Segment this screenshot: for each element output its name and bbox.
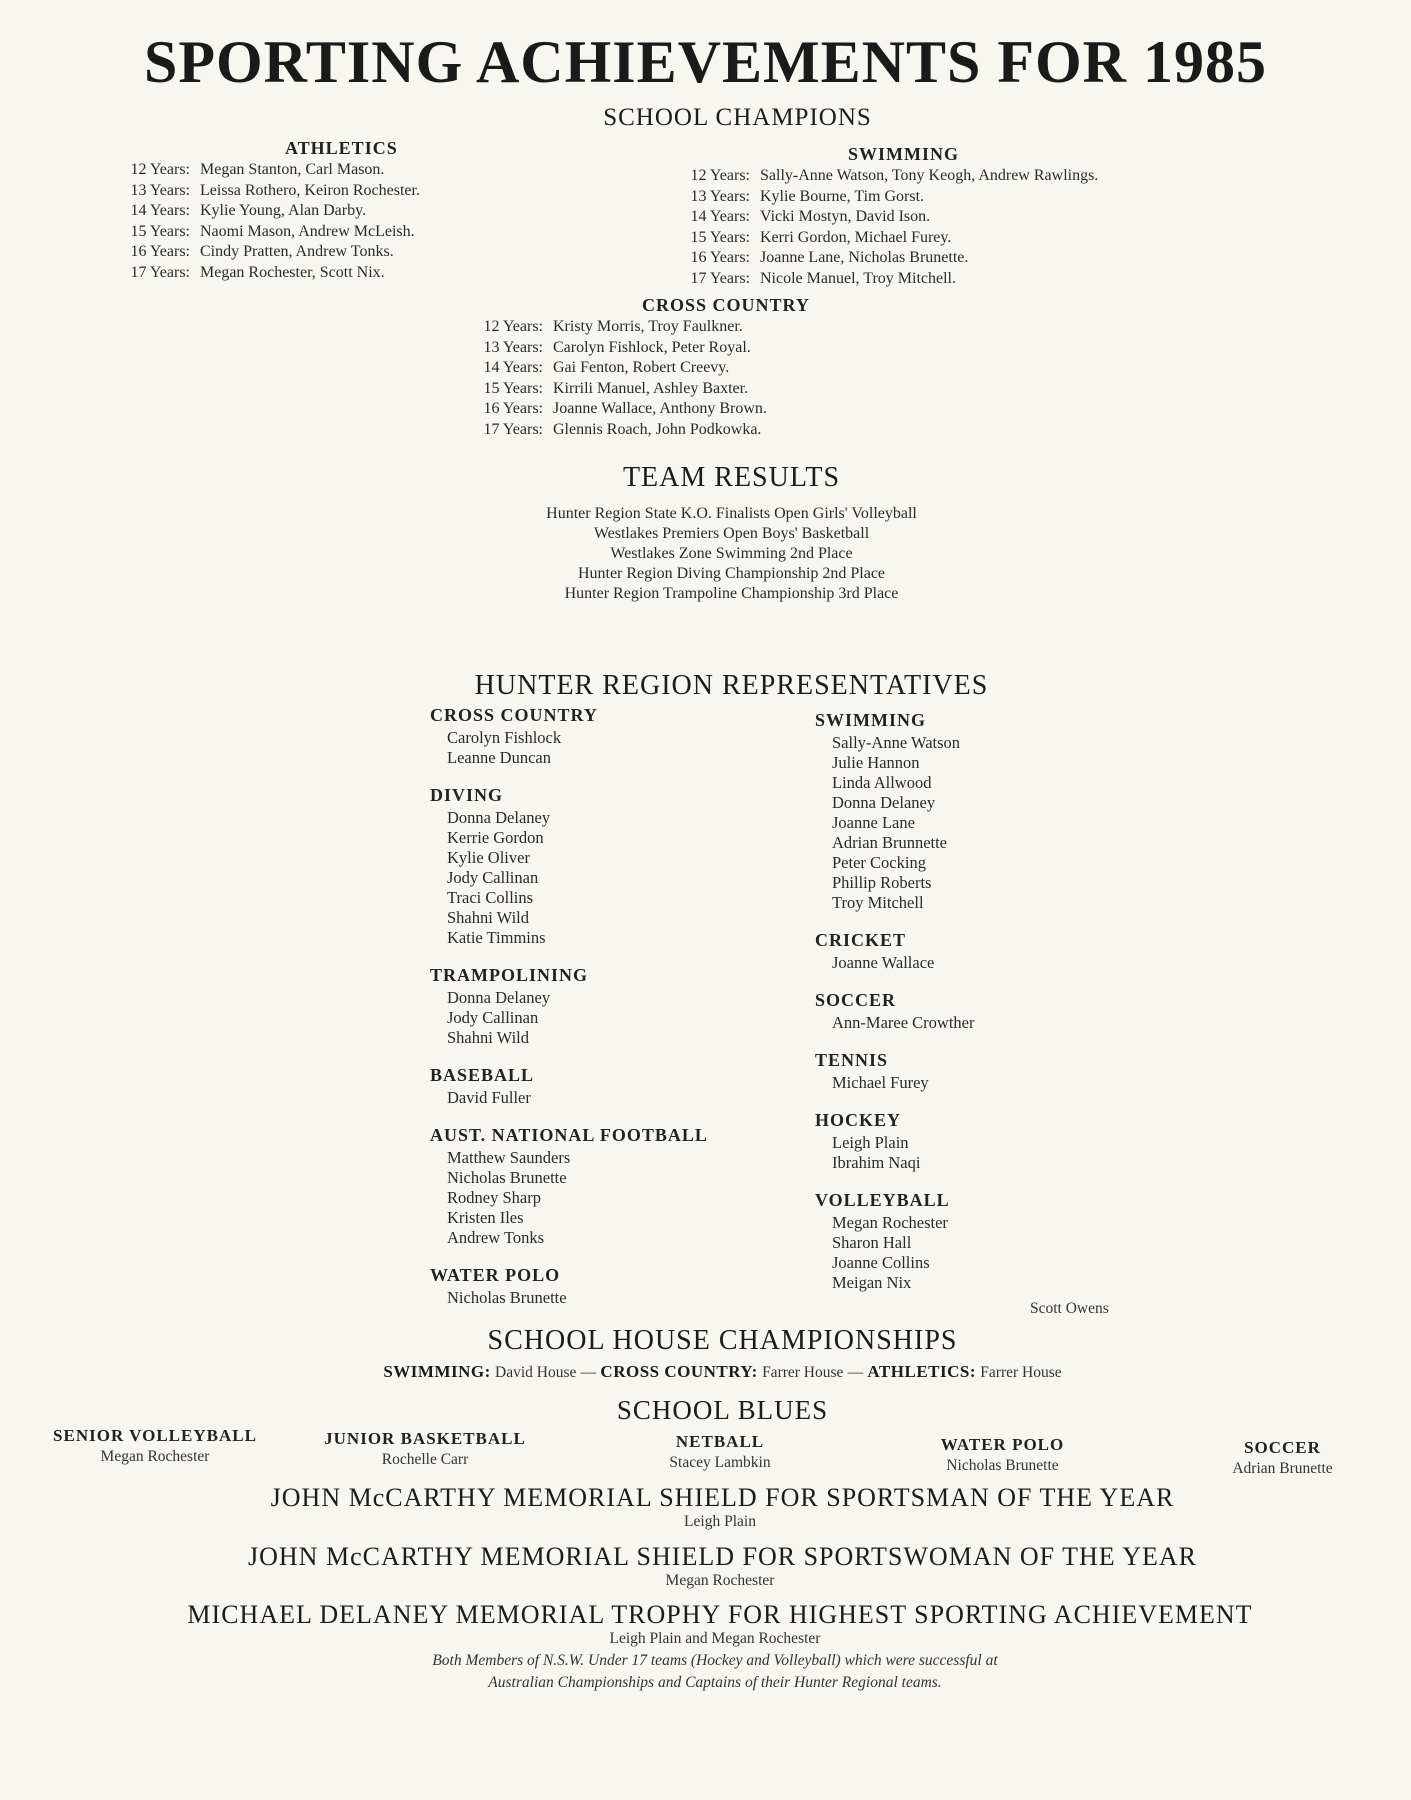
age-group-label: 17 Years: [483, 420, 543, 438]
representative-name: Katie Timmins [447, 928, 546, 947]
champion-row [453, 420, 767, 441]
sport-heading: DIVING [430, 785, 504, 805]
representative-name: Traci Collins [447, 888, 534, 907]
representative-group [430, 1265, 708, 1308]
athletics-list [100, 160, 420, 283]
champion-row [660, 248, 1098, 269]
representative-name: Donna Delaney [447, 988, 551, 1007]
champion-names: Megan Stanton, Carl Mason. [200, 161, 385, 178]
house-sep-2: — [847, 1364, 864, 1381]
representative-group [430, 965, 708, 1048]
champion-names: Kerri Gordon, Michael Furey. [760, 228, 952, 246]
blue-junior-basketball [305, 1429, 545, 1469]
representative-name: Nicholas Brunette [447, 1288, 567, 1307]
representative-name: Megan Rochester [832, 1213, 948, 1232]
representative-name: Sharon Hall [832, 1233, 912, 1252]
sport-heading: AUST. NATIONAL FOOTBALL [430, 1125, 708, 1145]
representative-name: Shahni Wild [447, 1028, 529, 1047]
representative-name: David Fuller [447, 1088, 531, 1107]
representative-name: Carolyn Fishlock [447, 728, 562, 747]
team-result-line: Westlakes Premiers Open Boys' Basketball [593, 525, 870, 542]
sport-heading: CRICKET [815, 930, 907, 950]
blue-netball [620, 1432, 820, 1472]
champion-row [100, 201, 420, 222]
team-result-line: Westlakes Zone Swimming 2nd Place [610, 545, 853, 562]
blue-label: WATER POLO [940, 1435, 1065, 1454]
champion-row [660, 228, 1098, 249]
blue-label: JUNIOR BASKETBALL [324, 1429, 526, 1448]
extra-name: Scott Owens [1030, 1300, 1109, 1317]
representative-name: Joanne Lane [832, 813, 915, 832]
representative-name: Kristen Iles [447, 1208, 524, 1227]
blue-label: SENIOR VOLLEYBALL [53, 1426, 257, 1445]
trophy-award-names: Leigh Plain and Megan Rochester [609, 1630, 821, 1647]
blue-label: SOCCER [1244, 1438, 1321, 1457]
hunter-region-heading: HUNTER REGION REPRESENTATIVES [474, 670, 989, 701]
champion-names: Joanne Lane, Nicholas Brunette. [760, 249, 969, 266]
house-swim-label: SWIMMING: [383, 1362, 491, 1381]
champion-row [453, 338, 767, 359]
sport-heading: SWIMMING [815, 710, 926, 730]
house-ath-value: Farrer House [980, 1364, 1062, 1381]
champion-row [100, 263, 420, 284]
representative-name: Jody Callinan [447, 1008, 539, 1027]
age-group-label: 13 Years: [130, 181, 190, 199]
sport-heading: WATER POLO [430, 1265, 561, 1285]
sport-heading: SOCCER [815, 990, 897, 1010]
sport-heading: VOLLEYBALL [815, 1190, 950, 1210]
representative-group [430, 1125, 708, 1248]
blue-soccer [1195, 1438, 1370, 1478]
representative-name: Nicholas Brunette [447, 1168, 567, 1187]
team-results-list [0, 504, 1411, 604]
champion-row [100, 222, 420, 243]
representative-name: Leanne Duncan [447, 748, 551, 767]
age-group-label: 16 Years: [690, 249, 750, 266]
representative-group [815, 1190, 975, 1293]
champion-names: Carolyn Fishlock, Peter Royal. [553, 338, 751, 356]
page-title: SPORTING ACHIEVEMENTS FOR 1985 [143, 29, 1268, 95]
representative-name: Linda Allwood [832, 773, 932, 792]
age-group-label: 12 Years: [690, 167, 750, 184]
age-group-label: 14 Years: [483, 359, 543, 376]
champion-row [453, 358, 767, 379]
swimming-heading: SWIMMING [848, 144, 959, 164]
champion-names: Sally-Anne Watson, Tony Keogh, Andrew Rawlings. [760, 167, 1099, 184]
sport-heading: TENNIS [815, 1050, 889, 1070]
representative-name: Joanne Collins [832, 1253, 930, 1272]
cross-country-list [453, 317, 767, 440]
sportswoman-award-name: Megan Rochester [665, 1572, 775, 1589]
sport-heading: TRAMPOLINING [430, 965, 589, 985]
age-group-label: 13 Years: [483, 338, 543, 356]
representative-name: Joanne Wallace [832, 953, 935, 972]
sport-heading: BASEBALL [430, 1065, 535, 1085]
age-group-label: 15 Years: [130, 222, 190, 240]
champion-names: Nicole Manuel, Troy Mitchell. [760, 269, 956, 287]
team-result-line: Hunter Region Diving Championship 2nd Place [577, 565, 886, 582]
representative-group [815, 710, 975, 913]
sportsman-award-title: JOHN McCARTHY MEMORIAL SHIELD FOR SPORTSMAN OF THE YEAR [270, 1483, 1175, 1512]
representative-name: Peter Cocking [832, 853, 926, 872]
representative-name: Jody Callinan [447, 868, 539, 887]
age-group-label: 17 Years: [690, 269, 750, 287]
representative-name: Troy Mitchell [832, 893, 924, 912]
champion-names: Leissa Rothero, Keiron Rochester. [200, 181, 420, 199]
age-group-label: 16 Years: [130, 243, 190, 260]
champion-names: Cindy Pratten, Andrew Tonks. [200, 243, 394, 260]
age-group-label: 14 Years: [690, 208, 750, 225]
champion-names: Kristy Morris, Troy Faulkner. [553, 318, 743, 335]
representative-name: Julie Hannon [832, 753, 920, 772]
champion-names: Vicki Mostyn, David Ison. [760, 208, 931, 225]
champion-names: Glennis Roach, John Podkowka. [553, 420, 762, 438]
blue-name: Nicholas Brunette [946, 1457, 1059, 1474]
representative-group [815, 930, 975, 973]
representative-name: Ibrahim Naqi [832, 1153, 921, 1172]
house-heading: SCHOOL HOUSE CHAMPIONSHIPS [487, 1325, 958, 1356]
trophy-note-line-2: Australian Championships and Captains of their Hunter Regional teams. [488, 1674, 942, 1691]
cross-country-heading: CROSS COUNTRY [642, 295, 810, 315]
representative-group [430, 785, 708, 948]
team-result-line: Hunter Region State K.O. Finalists Open Girls' Volleyball [546, 505, 917, 522]
blues-heading: SCHOOL BLUES [616, 1395, 829, 1425]
house-ath-label: ATHLETICS: [867, 1362, 977, 1381]
champion-names: Gai Fenton, Robert Creevy. [553, 359, 730, 376]
champion-row [453, 399, 767, 420]
champion-row [100, 242, 420, 263]
representative-group [815, 990, 975, 1033]
representative-name: Adrian Brunnette [832, 833, 948, 852]
champion-row [660, 269, 1098, 290]
blue-senior-volleyball [40, 1426, 270, 1466]
athletics-heading: ATHLETICS [285, 138, 398, 158]
house-cc-value: Farrer House [762, 1364, 844, 1381]
champion-names: Naomi Mason, Andrew McLeish. [200, 222, 415, 240]
representative-name: Kylie Oliver [447, 848, 530, 867]
champion-names: Kylie Young, Alan Darby. [200, 202, 367, 219]
house-cc-label: CROSS COUNTRY: [600, 1362, 758, 1381]
sportsman-award-name: Leigh Plain [684, 1513, 756, 1530]
representative-name: Meigan Nix [832, 1273, 912, 1292]
representative-group [430, 705, 708, 768]
house-swim-value: David House [495, 1364, 577, 1381]
house-results [0, 1362, 1411, 1382]
champion-names: Kylie Bourne, Tim Gorst. [760, 187, 925, 205]
champion-row [660, 207, 1098, 228]
champion-row [100, 160, 420, 181]
representative-name: Andrew Tonks [447, 1228, 545, 1247]
sport-heading: CROSS COUNTRY [430, 705, 598, 725]
representative-name: Rodney Sharp [447, 1188, 541, 1207]
representative-group [815, 1050, 975, 1093]
trophy-award-title: MICHAEL DELANEY MEMORIAL TROPHY FOR HIGHEST SPORTING ACHIEVEMENT [187, 1600, 1253, 1629]
trophy-note-line-1: Both Members of N.S.W. Under 17 teams (Hockey and Volleyball) which were successful at [432, 1652, 998, 1669]
champion-names: Joanne Wallace, Anthony Brown. [553, 400, 767, 417]
blue-name: Megan Rochester [100, 1448, 210, 1465]
champion-row [660, 187, 1098, 208]
champion-row [100, 181, 420, 202]
blue-water-polo [895, 1435, 1110, 1475]
hunter-left-column [430, 705, 708, 1325]
representative-name: Kerrie Gordon [447, 828, 544, 847]
sportswoman-award-title: JOHN McCARTHY MEMORIAL SHIELD FOR SPORTSWOMAN OF THE YEAR [248, 1542, 1197, 1571]
representative-name: Sally-Anne Watson [832, 733, 961, 752]
blue-label: NETBALL [675, 1432, 765, 1451]
school-champions-heading: SCHOOL CHAMPIONS [603, 104, 872, 131]
representative-name: Donna Delaney [447, 808, 551, 827]
champion-row [453, 317, 767, 338]
champion-names: Kirrili Manuel, Ashley Baxter. [553, 379, 749, 397]
age-group-label: 12 Years: [130, 161, 190, 178]
age-group-label: 12 Years: [483, 318, 543, 335]
house-sep-1: — [580, 1364, 597, 1381]
representative-name: Michael Furey [832, 1073, 929, 1092]
blue-name: Stacey Lambkin [669, 1454, 771, 1471]
representative-name: Ann-Maree Crowther [832, 1013, 975, 1032]
champion-row [660, 166, 1098, 187]
age-group-label: 17 Years: [130, 263, 190, 281]
representative-name: Donna Delaney [832, 793, 936, 812]
representative-name: Shahni Wild [447, 908, 529, 927]
sport-heading: HOCKEY [815, 1110, 902, 1130]
swimming-list [660, 166, 1098, 289]
age-group-label: 13 Years: [690, 187, 750, 205]
representative-name: Matthew Saunders [447, 1148, 571, 1167]
blue-name: Rochelle Carr [381, 1451, 469, 1468]
representative-name: Phillip Roberts [832, 873, 932, 892]
blue-name: Adrian Brunette [1232, 1460, 1333, 1477]
champion-names: Megan Rochester, Scott Nix. [200, 263, 385, 281]
representative-group [430, 1065, 708, 1108]
age-group-label: 15 Years: [690, 228, 750, 246]
team-result-line: Hunter Region Trampoline Championship 3rd Place [564, 585, 899, 602]
age-group-label: 15 Years: [483, 379, 543, 397]
champion-row [453, 379, 767, 400]
representative-name: Leigh Plain [832, 1133, 909, 1152]
age-group-label: 16 Years: [483, 400, 543, 417]
age-group-label: 14 Years: [130, 202, 190, 219]
team-results-heading: TEAM RESULTS [622, 462, 841, 493]
representative-group [815, 1110, 975, 1173]
hunter-right-column [815, 710, 975, 1310]
